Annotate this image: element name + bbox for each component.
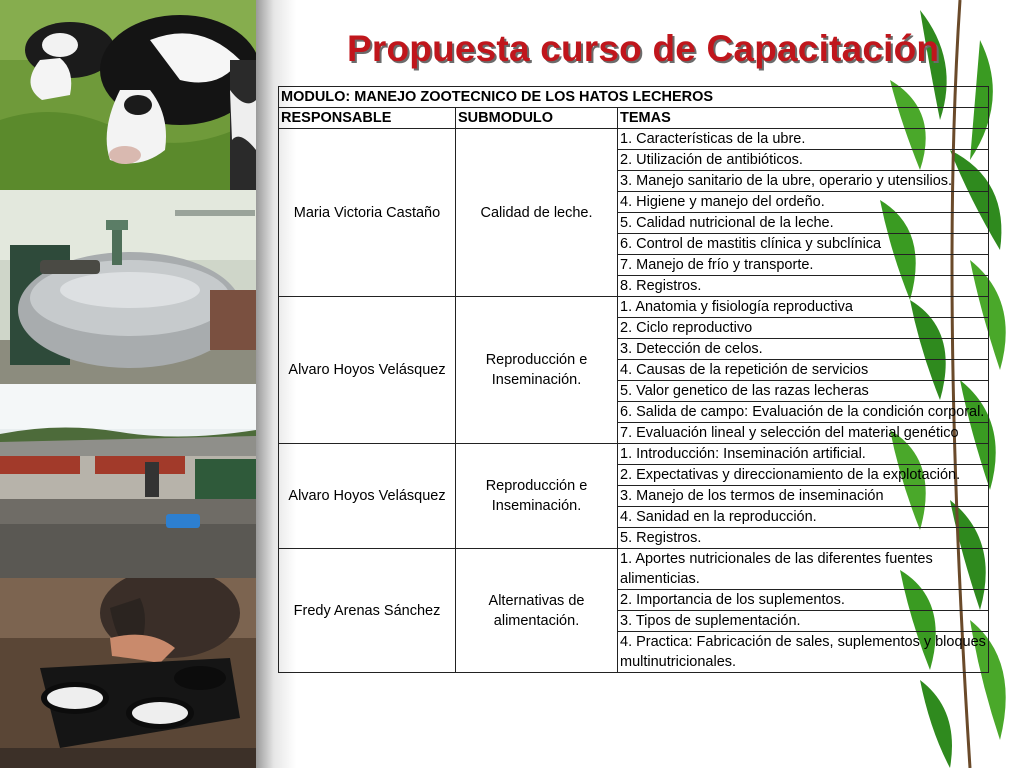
module-row: [279, 87, 989, 108]
submodulo-cell: Alternativas de alimentación.: [456, 549, 618, 673]
slide-title: Propuesta curso de Capacitación: [347, 28, 940, 69]
table-row: [279, 297, 989, 318]
responsable-cell: Fredy Arenas Sánchez: [279, 549, 456, 673]
responsable-cell: Alvaro Hoyos Velásquez: [279, 444, 456, 549]
tema-cell: 1. Introducción: Inseminación artificial.: [618, 444, 989, 465]
tema-cell: 4. Causas de la repetición de servicios: [618, 360, 989, 381]
responsable-cell: Maria Victoria Castaño: [279, 129, 456, 297]
header-submodulo: SUBMODULO: [456, 108, 618, 129]
tema-cell: 3. Manejo sanitario de la ubre, operario y utensilios.: [618, 171, 989, 192]
table-row: [279, 129, 989, 150]
tema-cell: 1. Anatomia y fisiología reproductiva: [618, 297, 989, 318]
cows-grazing-photo: [0, 0, 256, 190]
course-table: [278, 86, 989, 673]
tema-cell: 4. Higiene y manejo del ordeño.: [618, 192, 989, 213]
milking-cup-photo: [0, 578, 256, 768]
header-responsable: RESPONSABLE: [279, 108, 456, 129]
tema-cell: 4. Sanidad en la reproducción.: [618, 507, 989, 528]
tema-cell: 2. Importancia de los suplementos.: [618, 590, 989, 611]
responsable-cell: Alvaro Hoyos Velásquez: [279, 297, 456, 444]
tema-cell: 7. Evaluación lineal y selección del material genético: [618, 423, 989, 444]
submodulo-cell: Calidad de leche.: [456, 129, 618, 297]
milk-cooling-tank-photo: [0, 190, 256, 384]
tema-cell: 8. Registros.: [618, 276, 989, 297]
tema-cell: 5. Calidad nutricional de la leche.: [618, 213, 989, 234]
tema-cell: 2. Utilización de antibióticos.: [618, 150, 989, 171]
table-row: [279, 444, 989, 465]
tema-cell: 1. Aportes nutricionales de las diferentes fuentes alimenticias.: [618, 549, 989, 590]
photo-strip: [0, 0, 256, 768]
tema-cell: 2. Expectativas y direccionamiento de la explotación.: [618, 465, 989, 486]
tema-cell: 2. Ciclo reproductivo: [618, 318, 989, 339]
tema-cell: 1. Características de la ubre.: [618, 129, 989, 150]
tema-cell: 4. Practica: Fabricación de sales, suplementos y bloques multinutricionales.: [618, 632, 989, 673]
barn-yard-photo: [0, 384, 256, 578]
header-row: [279, 108, 989, 129]
tema-cell: 5. Registros.: [618, 528, 989, 549]
tema-cell: 5. Valor genetico de las razas lecheras: [618, 381, 989, 402]
tema-cell: 3. Tipos de suplementación.: [618, 611, 989, 632]
tema-cell: 7. Manejo de frío y transporte.: [618, 255, 989, 276]
submodulo-cell: Reproducción e Inseminación.: [456, 297, 618, 444]
table-row: [279, 549, 989, 590]
tema-cell: 6. Control de mastitis clínica y subclínica: [618, 234, 989, 255]
header-temas: TEMAS: [618, 108, 989, 129]
tema-cell: 3. Detección de celos.: [618, 339, 989, 360]
submodulo-cell: Reproducción e Inseminación.: [456, 444, 618, 549]
module-label: MODULO: MANEJO ZOOTECNICO DE LOS HATOS LECHEROS: [279, 87, 989, 108]
tema-cell: 3. Manejo de los termos de inseminación: [618, 486, 989, 507]
tema-cell: 6. Salida de campo: Evaluación de la condición corporal.: [618, 402, 989, 423]
